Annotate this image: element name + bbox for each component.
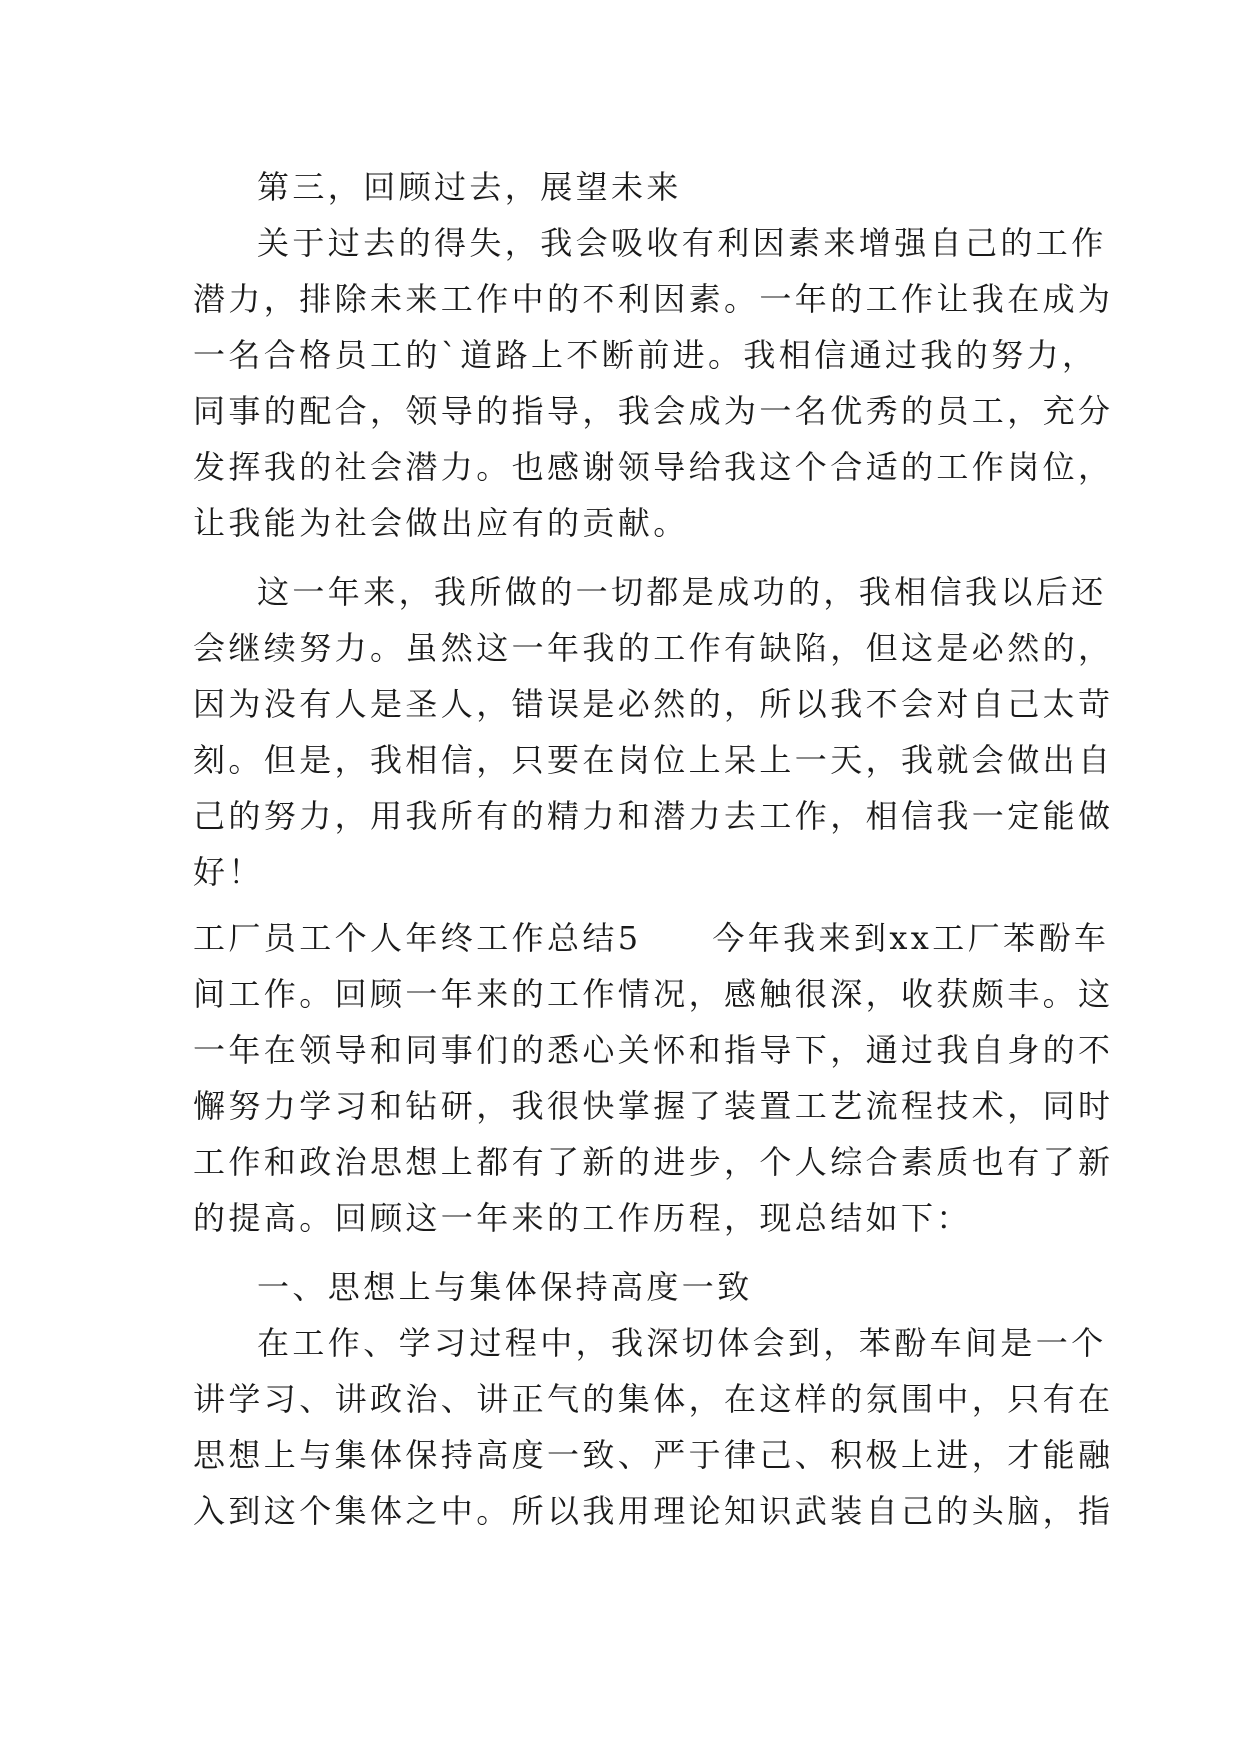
paragraph-line: 在工作、学习过程中，我深切体会到，苯酚车间是一个 (257, 1324, 1107, 1362)
paragraph-line: 潜力，排除未来工作中的不利因素。一年的工作让我在成为 (193, 280, 1114, 318)
section-heading: 第三，回顾过去，展望未来 (257, 168, 682, 206)
paragraph-line: 一年在领导和同事们的悉心关怀和指导下，通过我自身的不 (193, 1031, 1114, 1069)
paragraph-line: 懈努力学习和钻研，我很快掌握了装置工艺流程技术，同时 (193, 1087, 1114, 1125)
paragraph-line: 的提高。回顾这一年来的工作历程，现总结如下： (193, 1199, 972, 1237)
section-heading: 一、思想上与集体保持高度一致 (257, 1268, 753, 1306)
paragraph-line: 让我能为社会做出应有的贡献。 (193, 504, 689, 542)
paragraph-line: 讲学习、讲政治、讲正气的集体，在这样的氛围中，只有在 (193, 1380, 1114, 1418)
paragraph-line: 会继续努力。虽然这一年我的工作有缺陷，但这是必然的， (193, 629, 1114, 667)
paragraph-line: 工作和政治思想上都有了新的进步，个人综合素质也有了新 (193, 1143, 1114, 1181)
paragraph-line: 间工作。回顾一年来的工作情况，感触很深，收获颇丰。这 (193, 975, 1114, 1013)
paragraph-line: 刻。但是，我相信，只要在岗位上呆上一天，我就会做出自 (193, 741, 1114, 779)
paragraph-line: 思想上与集体保持高度一致、严于律己、积极上进，才能融 (193, 1436, 1114, 1474)
article-title-line: 工厂员工个人年终工作总结5 今年我来到xx工厂苯酚车 (193, 919, 1110, 957)
paragraph-line: 关于过去的得失，我会吸收有利因素来增强自己的工作 (257, 224, 1107, 262)
paragraph-line: 发挥我的社会潜力。也感谢领导给我这个合适的工作岗位， (193, 448, 1114, 486)
paragraph-line: 入到这个集体之中。所以我用理论知识武装自己的头脑，指 (193, 1492, 1114, 1530)
paragraph-line: 这一年来，我所做的一切都是成功的，我相信我以后还 (257, 573, 1107, 611)
paragraph-line: 一名合格员工的`道路上不断前进。我相信通过我的努力， (193, 336, 1098, 374)
paragraph-line: 好！ (193, 853, 264, 891)
paragraph-line: 同事的配合，领导的指导，我会成为一名优秀的员工，充分 (193, 392, 1114, 430)
paragraph-line: 己的努力，用我所有的精力和潜力去工作，相信我一定能做 (193, 797, 1114, 835)
paragraph-line: 因为没有人是圣人，错误是必然的，所以我不会对自己太苛 (193, 685, 1114, 723)
